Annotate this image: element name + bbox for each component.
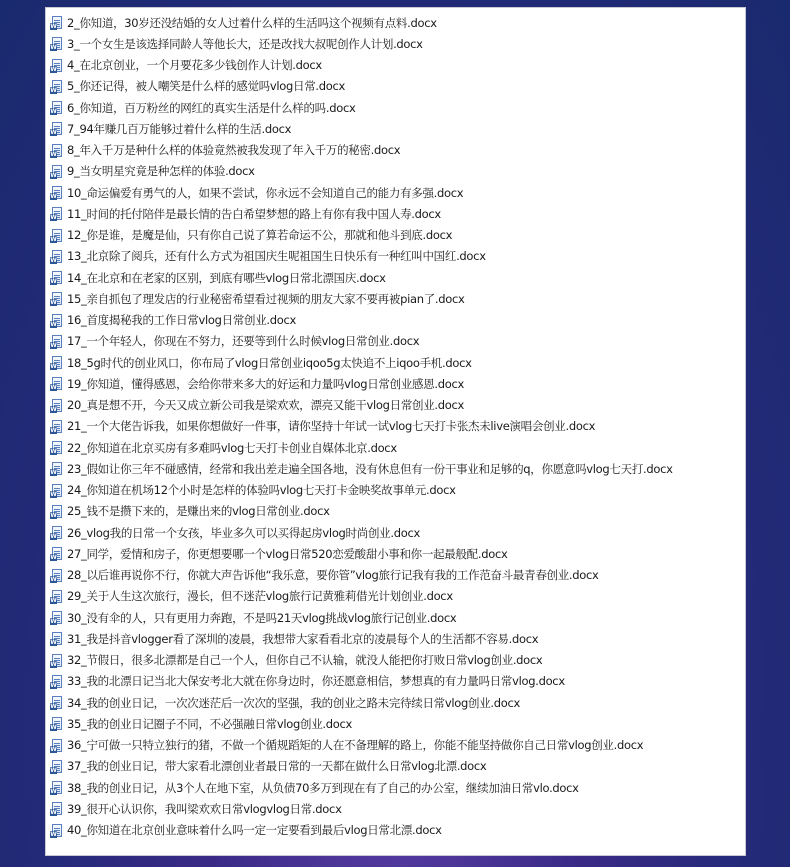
- word-document-icon: [52, 399, 62, 412]
- word-document-icon: [52, 356, 62, 369]
- word-document-icon: [52, 590, 62, 603]
- word-document-icon: [52, 186, 62, 199]
- word-document-icon: [52, 122, 62, 135]
- file-item[interactable]: [52, 543, 745, 564]
- word-document-icon: [52, 271, 62, 284]
- file-item[interactable]: [52, 607, 745, 628]
- word-document-icon: [52, 484, 62, 497]
- word-document-icon: [52, 250, 62, 263]
- file-name: 15_亲自抓包了理发店的行业秘密希望看过视频的朋友大家不要再被pian了.docx: [67, 291, 465, 306]
- word-document-icon: [52, 314, 62, 327]
- word-document-icon: [52, 569, 62, 582]
- file-item[interactable]: [52, 565, 745, 586]
- word-document-icon: [52, 165, 62, 178]
- file-name: 30_没有伞的人，只有更用力奔跑，不是吗21天vlog挑战vlog旅行记创业.docx: [67, 610, 457, 625]
- word-document-icon: [52, 611, 62, 624]
- file-name: 17_一个年轻人，你现在不努力，还要等到什么时候vlog日常创业.docx: [67, 334, 420, 349]
- file-item[interactable]: [52, 373, 745, 394]
- file-name: 38_我的创业日记，从3个人在地下室，从负债70多万到现在有了自己的办公室，继续加油日常vlo.docx: [67, 780, 579, 795]
- file-item[interactable]: [52, 735, 745, 756]
- file-item[interactable]: [52, 416, 745, 437]
- file-item[interactable]: [52, 33, 745, 54]
- file-item[interactable]: [52, 140, 745, 161]
- word-document-icon: [52, 675, 62, 688]
- file-item[interactable]: [52, 161, 745, 182]
- file-name: 29_关于人生这次旅行，漫长，但不迷茫vlog旅行记黄雅莉借光计划创业.docx: [67, 589, 453, 604]
- file-item[interactable]: [52, 182, 745, 203]
- file-item[interactable]: [52, 203, 745, 224]
- word-document-icon: [52, 80, 62, 93]
- word-document-icon: [52, 462, 62, 475]
- file-item[interactable]: [52, 225, 745, 246]
- file-item[interactable]: [52, 352, 745, 373]
- word-document-icon: [52, 420, 62, 433]
- file-name: 26_vlog我的日常一个女孩，毕业多久可以买得起房vlog时尚创业.docx: [67, 525, 420, 540]
- file-name: 34_我的创业日记，一次次迷茫后一次次的坚强，我的创业之路未完待续日常vlog创业.docx: [67, 695, 521, 710]
- file-item[interactable]: [52, 671, 745, 692]
- word-document-icon: [52, 441, 62, 454]
- file-name: 13_北京除了阅兵，还有什么方式为祖国庆生呢祖国生日快乐有一种红叫中国红.docx: [67, 249, 486, 264]
- word-document-icon: [52, 16, 62, 29]
- word-document-icon: [52, 229, 62, 242]
- word-document-icon: [52, 335, 62, 348]
- file-item[interactable]: [52, 12, 745, 33]
- file-item[interactable]: [52, 118, 745, 139]
- file-name: 3_一个女生是该选择同龄人等他长大，还是改找大叔呢创作人计划.docx: [67, 36, 423, 51]
- file-name: 6_你知道，百万粉丝的网红的真实生活是什么样的吗.docx: [67, 100, 356, 115]
- file-item[interactable]: [52, 331, 745, 352]
- word-document-icon: [52, 505, 62, 518]
- file-name: 11_时间的托付陪伴是最长情的告白希望梦想的路上有你有我中国人寿.docx: [67, 206, 441, 221]
- word-document-icon: [52, 654, 62, 667]
- file-name: 18_5g时代的创业风口，你布局了vlog日常创业iqoo5g太快追不上iqoo手机.docx: [67, 355, 472, 370]
- file-name: 9_当女明星究竟是种怎样的体验.docx: [67, 164, 255, 179]
- word-document-icon: [52, 144, 62, 157]
- word-document-icon: [52, 101, 62, 114]
- file-name: 22_你知道在北京买房有多难吗vlog七天打卡创业自媒体北京.docx: [67, 440, 397, 455]
- file-name: 36_宁可做一只特立独行的猪，不做一个循规蹈矩的人在不备理解的路上，你能不能坚持做你自己日常vlog创业.docx: [67, 738, 644, 753]
- file-item[interactable]: [52, 310, 745, 331]
- word-document-icon: [52, 696, 62, 709]
- file-name: 24_你知道在机场12个小时是怎样的体验吗vlog七天打卡金映奖故事单元.docx: [67, 483, 456, 498]
- file-item[interactable]: [52, 246, 745, 267]
- word-document-icon: [52, 802, 62, 815]
- word-document-icon: [52, 292, 62, 305]
- file-item[interactable]: [52, 437, 745, 458]
- file-item[interactable]: [52, 756, 745, 777]
- file-item[interactable]: [52, 76, 745, 97]
- file-item[interactable]: [52, 288, 745, 309]
- file-name: 37_我的创业日记，带大家看北漂创业者最日常的一天都在做什么日常vlog北漂.docx: [67, 759, 487, 774]
- word-document-icon: [52, 59, 62, 72]
- word-document-icon: [52, 207, 62, 220]
- word-document-icon: [52, 760, 62, 773]
- file-name: 33_我的北漂日记当北大保安考北大就在你身边时，你还愿意相信，梦想真的有力量吗日常vlog.docx: [67, 674, 565, 689]
- file-item[interactable]: [52, 650, 745, 671]
- file-item[interactable]: [52, 55, 745, 76]
- file-item[interactable]: [52, 586, 745, 607]
- file-item[interactable]: [52, 628, 745, 649]
- file-item[interactable]: [52, 458, 745, 479]
- word-document-icon: [52, 37, 62, 50]
- file-name: 14_在北京和在老家的区别，到底有哪些vlog日常北漂国庆.docx: [67, 270, 386, 285]
- file-name: 20_真是想不开，今天又成立新公司我是梁欢欢，漂亮又能干vlog日常创业.docx: [67, 398, 465, 413]
- word-document-icon: [52, 717, 62, 730]
- file-item[interactable]: [52, 692, 745, 713]
- file-item[interactable]: [52, 798, 745, 819]
- file-item[interactable]: [52, 713, 745, 734]
- file-name: 8_年入千万是种什么样的体验竟然被我发现了年入千万的秘密.docx: [67, 143, 401, 158]
- word-document-icon: [52, 824, 62, 837]
- file-name: 40_你知道在北京创业意味着什么吗一定一定要看到最后vlog日常北漂.docx: [67, 823, 442, 838]
- file-item[interactable]: [52, 480, 745, 501]
- word-document-icon: [52, 632, 62, 645]
- file-name: 35_我的创业日记圈子不同，不必强融日常vlog创业.docx: [67, 716, 353, 731]
- file-name: 31_我是抖音vlogger看了深圳的凌晨，我想带大家看看北京的凌晨每个人的生活都不容易.docx: [67, 631, 539, 646]
- word-document-icon: [52, 547, 62, 560]
- file-name: 16_首度揭秘我的工作日常vlog日常创业.docx: [67, 313, 297, 328]
- file-name: 27_同学，爱情和房子，你更想要哪一个vlog日常520恋爱酸甜小事和你一起最般配.docx: [67, 546, 508, 561]
- word-document-icon: [52, 739, 62, 752]
- file-item[interactable]: [52, 820, 745, 841]
- file-name: 5_你还记得，被人嘲笑是什么样的感觉吗vlog日常.docx: [67, 79, 346, 94]
- file-item[interactable]: [52, 267, 745, 288]
- file-name: 28_以后谁再说你不行，你就大声告诉他“我乐意，要你管”vlog旅行记我有我的工作范奋斗最青春创业.docx: [67, 568, 599, 583]
- file-name: 10_命运偏爱有勇气的人，如果不尝试，你永远不会知道自己的能力有多强.docx: [67, 185, 464, 200]
- file-name: 32_节假日，很多北漂都是自己一个人，但你自己不认输，就没人能把你打败日常vlog创业.docx: [67, 653, 543, 668]
- file-item[interactable]: [52, 522, 745, 543]
- word-document-icon: [52, 526, 62, 539]
- file-name: 4_在北京创业，一个月要花多少钱创作人计划.docx: [67, 58, 322, 73]
- file-list-window: [45, 7, 746, 856]
- file-name: 23_假如让你三年不碰感情，经常和我出差走遍全国各地，没有休息但有一份干事业和足够的q，你愿意吗vlog七天打.docx: [67, 461, 673, 476]
- file-item[interactable]: [52, 395, 745, 416]
- file-item[interactable]: [52, 501, 745, 522]
- file-name: 2_你知道，30岁还没结婚的女人过着什么样的生活吗这个视频有点料.docx: [67, 15, 437, 30]
- word-document-icon: [52, 781, 62, 794]
- file-list: [46, 8, 745, 841]
- word-document-icon: [52, 377, 62, 390]
- file-name: 7_94年赚几百万能够过着什么样的生活.docx: [67, 121, 292, 136]
- file-name: 21_一个大佬告诉我，如果你想做好一件事，请你坚持十年试一试vlog七天打卡张杰未live演唱会创业.docx: [67, 419, 596, 434]
- file-item[interactable]: [52, 777, 745, 798]
- file-name: 25_钱不是攒下来的，是赚出来的vlog日常创业.docx: [67, 504, 330, 519]
- file-item[interactable]: [52, 97, 745, 118]
- file-name: 19_你知道，懂得感恩，会给你带来多大的好运和力量吗vlog日常创业感恩.docx: [67, 376, 465, 391]
- file-name: 12_你是谁，是魔是仙，只有你自己说了算若命运不公，那就和他斗到底.docx: [67, 228, 453, 243]
- file-name: 39_很开心认识你，我叫梁欢欢日常vlogvlog日常.docx: [67, 801, 342, 816]
